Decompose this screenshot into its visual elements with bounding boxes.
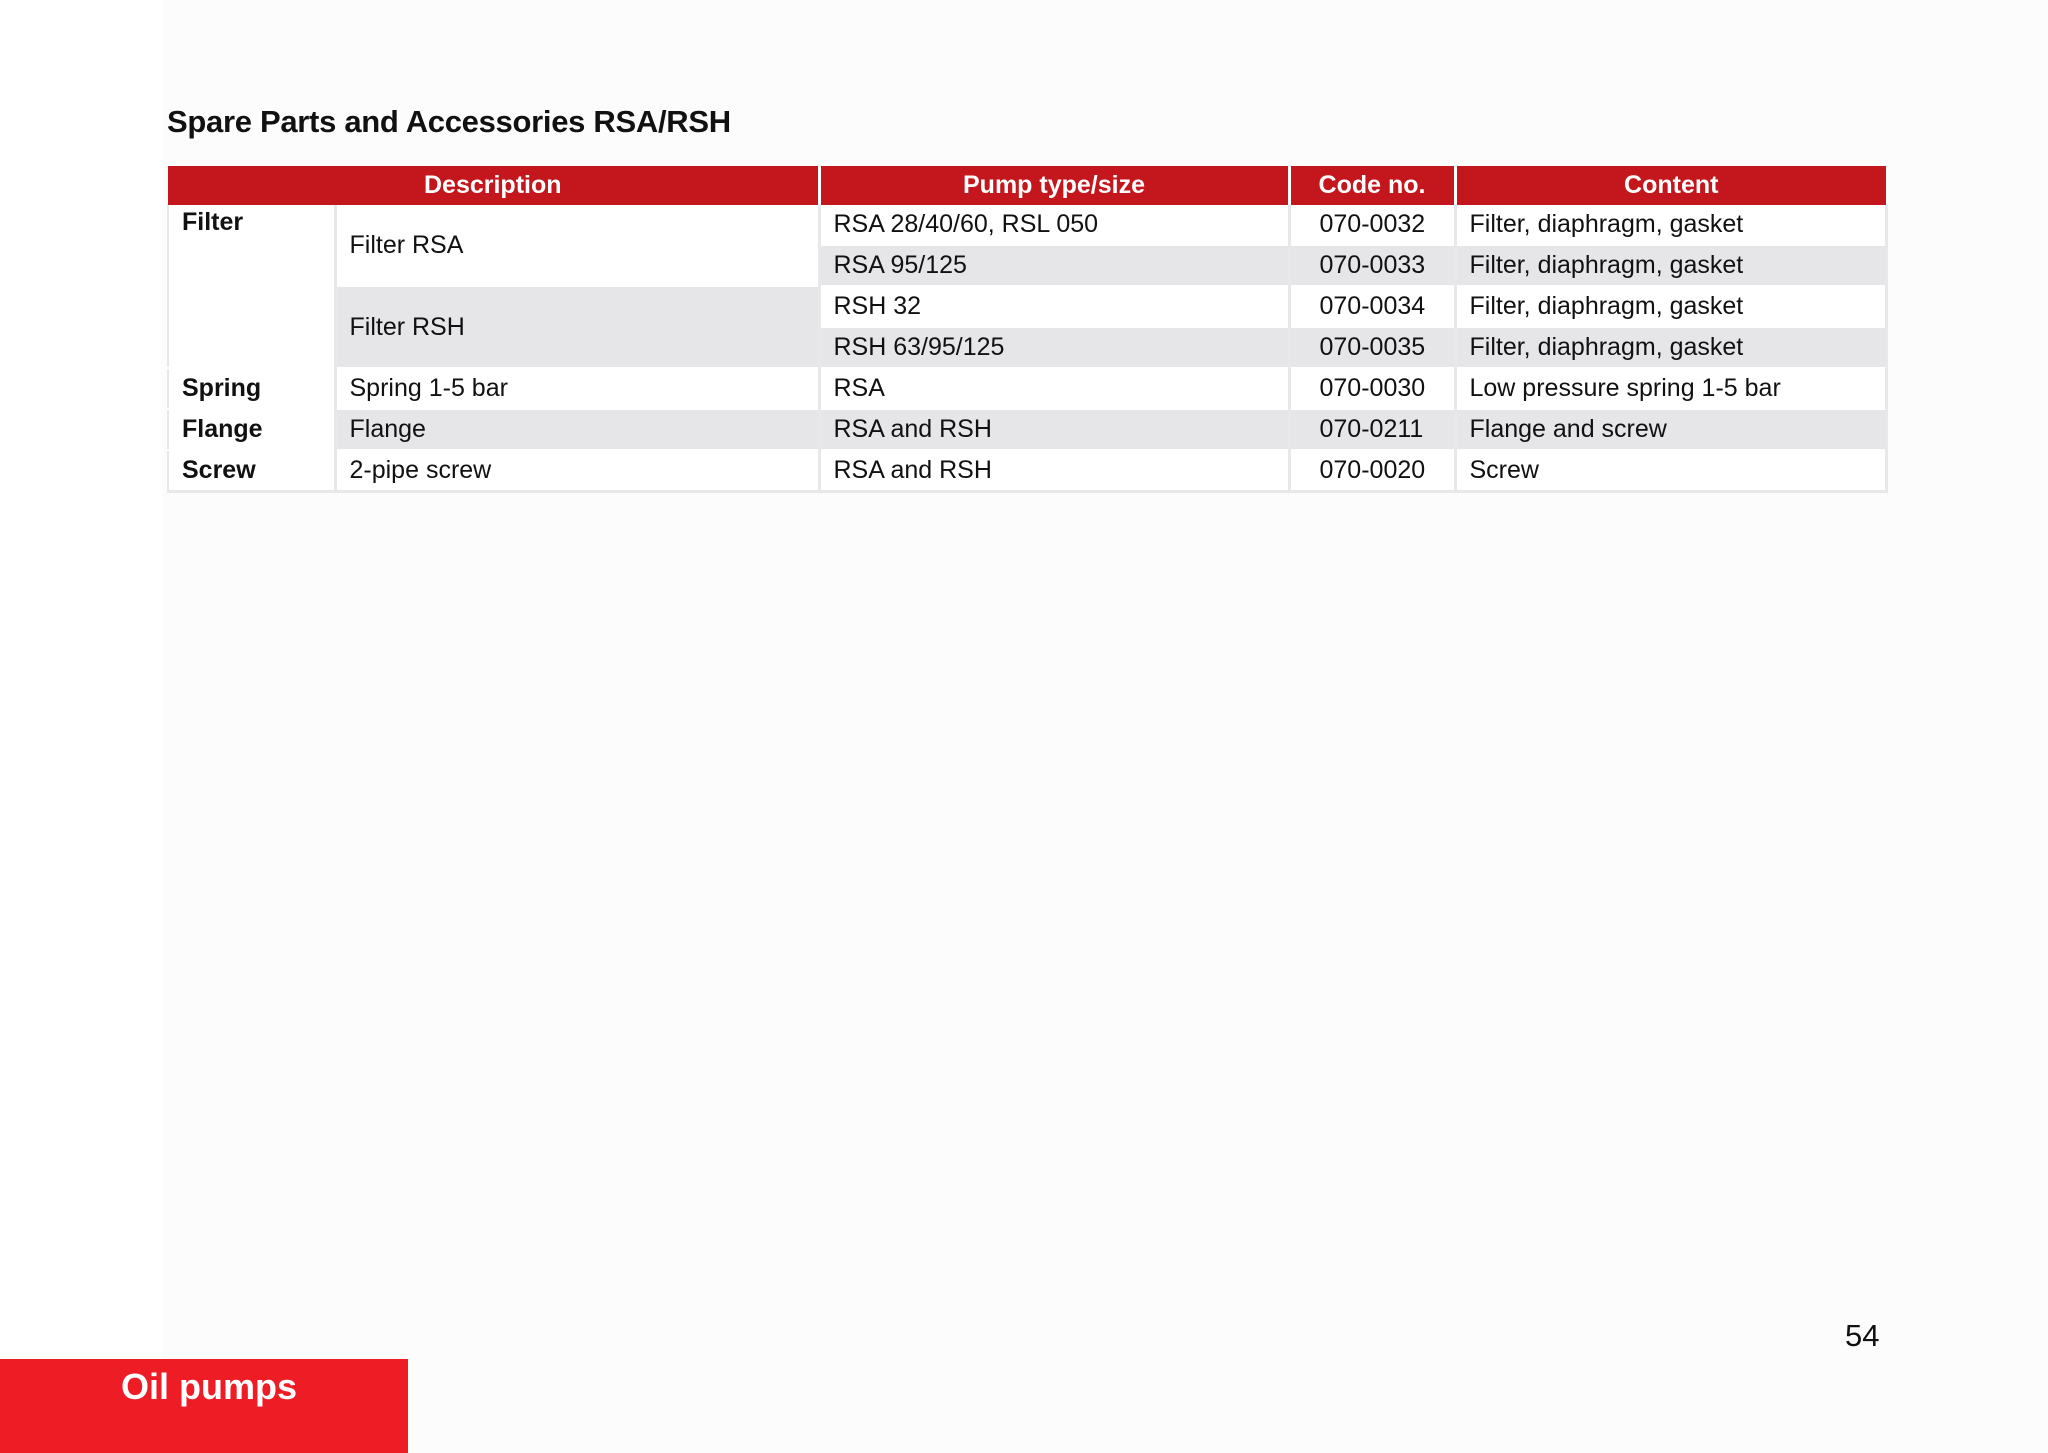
table-row — [168, 409, 1886, 450]
content-cell: Filter, diaphragm, gasket — [1455, 205, 1886, 245]
page-margin — [0, 0, 162, 1453]
code-cell: 070-0034 — [1289, 286, 1455, 327]
code-cell: 070-0020 — [1289, 450, 1455, 492]
pump-type-cell: RSA 95/125 — [819, 245, 1289, 286]
header-pump-type: Pump type/size — [819, 166, 1289, 205]
table-row — [168, 368, 1886, 409]
pump-type-cell: RSA — [819, 368, 1289, 409]
code-cell: 070-0035 — [1289, 327, 1455, 368]
description-cell: Spring 1-5 bar — [335, 368, 819, 409]
page-number: 54 — [1845, 1318, 1880, 1353]
pump-type-cell: RSA 28/40/60, RSL 050 — [819, 205, 1289, 245]
section-tab-label: Oil pumps — [121, 1366, 298, 1407]
table-row — [168, 286, 1886, 327]
description-cell: Filter RSA — [335, 205, 819, 286]
page-title: Spare Parts and Accessories RSA/RSH — [167, 104, 731, 139]
table-header-row — [168, 166, 1886, 205]
header-description: Description — [168, 166, 819, 205]
category-screw: Screw — [168, 450, 335, 492]
description-cell: Filter RSH — [335, 286, 819, 368]
category-filter: Filter — [168, 205, 335, 368]
content-cell: Screw — [1455, 450, 1886, 492]
spare-parts-table — [167, 166, 1888, 493]
category-flange: Flange — [168, 409, 335, 450]
header-content: Content — [1455, 166, 1886, 205]
header-code: Code no. — [1289, 166, 1455, 205]
description-cell: Flange — [335, 409, 819, 450]
pump-type-cell: RSH 63/95/125 — [819, 327, 1289, 368]
content-cell: Filter, diaphragm, gasket — [1455, 245, 1886, 286]
category-spring: Spring — [168, 368, 335, 409]
content-cell: Filter, diaphragm, gasket — [1455, 327, 1886, 368]
code-cell: 070-0032 — [1289, 205, 1455, 245]
content-cell: Filter, diaphragm, gasket — [1455, 286, 1886, 327]
pump-type-cell: RSA and RSH — [819, 450, 1289, 492]
code-cell: 070-0211 — [1289, 409, 1455, 450]
code-cell: 070-0033 — [1289, 245, 1455, 286]
content-cell: Flange and screw — [1455, 409, 1886, 450]
table-row — [168, 205, 1886, 245]
pump-type-cell: RSH 32 — [819, 286, 1289, 327]
description-cell: 2-pipe screw — [335, 450, 819, 492]
content-cell: Low pressure spring 1-5 bar — [1455, 368, 1886, 409]
table-row — [168, 450, 1886, 492]
code-cell: 070-0030 — [1289, 368, 1455, 409]
pump-type-cell: RSA and RSH — [819, 409, 1289, 450]
